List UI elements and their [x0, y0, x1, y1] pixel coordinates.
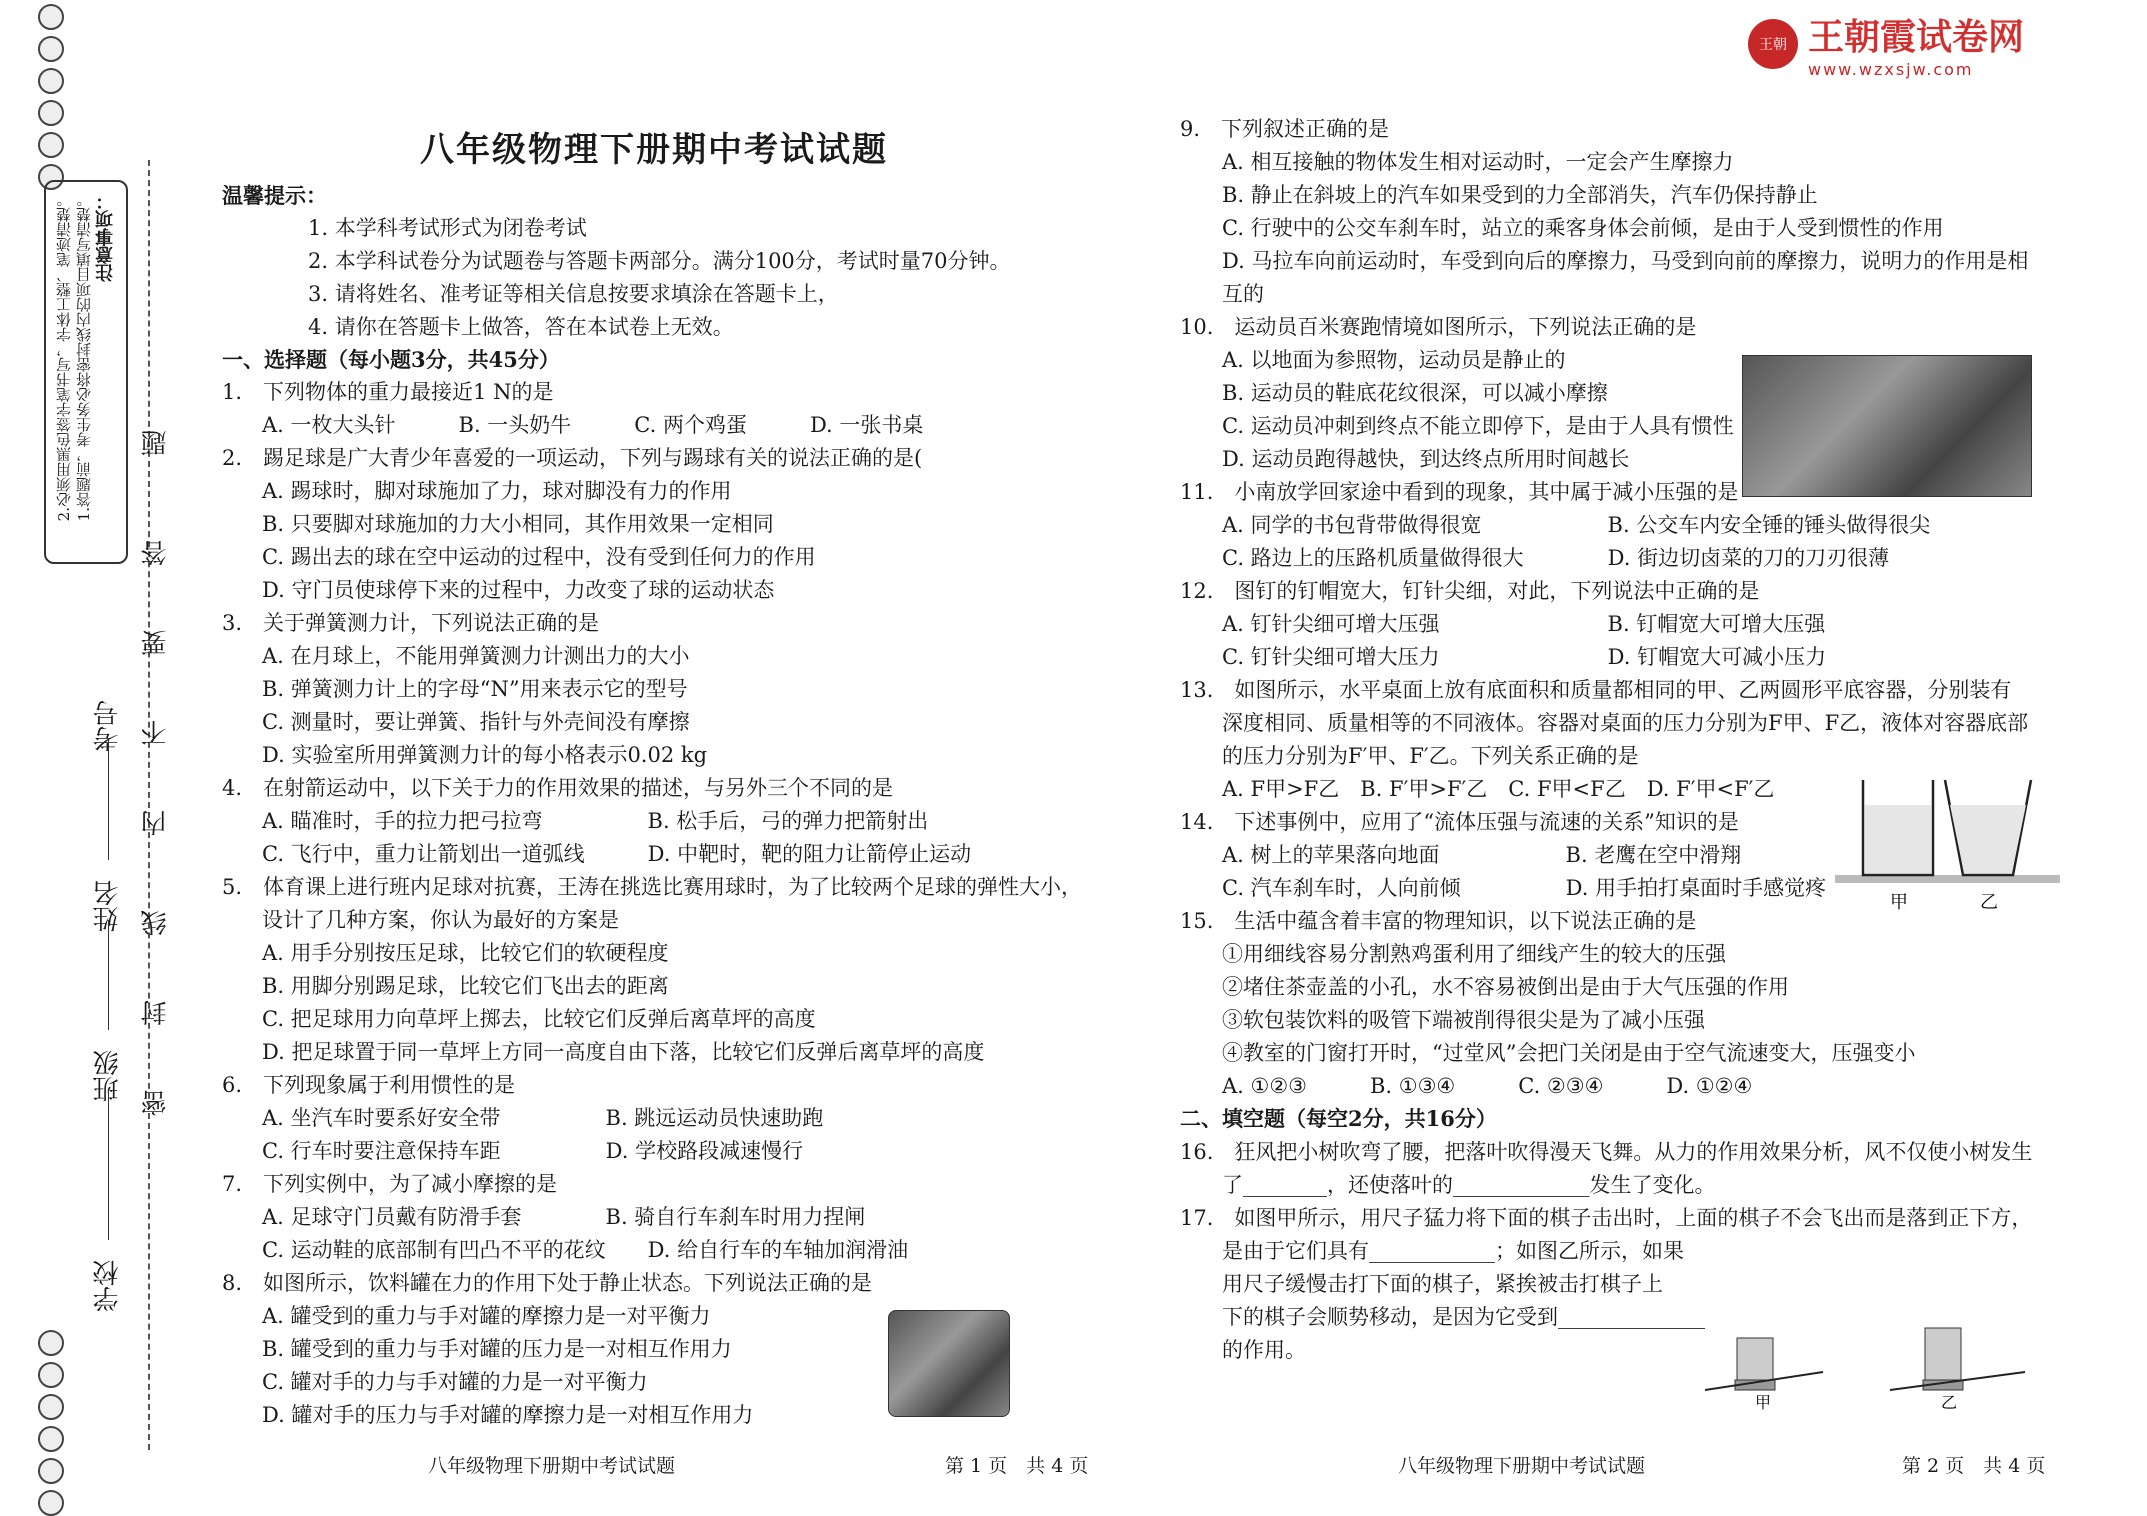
question-line: A. 相互接触的物体发生相对运动时，一定会产生摩擦力 [1222, 150, 1734, 174]
logo-seal-icon: 王朝 [1748, 19, 1798, 69]
question-line: 下的棋子会顺势移动，是因为它受到______________ [1222, 1305, 1705, 1329]
question-stem: 10. 运动员百米赛跑情境如图所示，下列说法正确的是 [1180, 315, 1697, 339]
footer-page-left: 第 1 页 共 4 页 [945, 1455, 1089, 1477]
binding-hole [38, 132, 64, 158]
seal-line [148, 160, 150, 1450]
question-stem: 1. 下列物体的重力最接近1 N的是 [222, 380, 554, 404]
question-stem: 15. 生活中蕴含着丰富的物理知识，以下说法正确的是 [1180, 909, 1697, 933]
tip-2: 2. 本学科试卷分为试题卷与答题卡两部分。满分100分，考试时量70分钟。 [308, 249, 1011, 273]
question-line: C. 运动鞋的底部制有凹凸不平的花纹 D. 给自行车的车轴加润滑油 [262, 1238, 909, 1262]
question-line: 了________，还使落叶的_____________发生了变化。 [1222, 1173, 1716, 1197]
question-line: C. 路边上的压路机质量做得很大 D. 街边切卤菜的刀的刀刃很薄 [1222, 546, 1890, 570]
field-class: 班级 [93, 1050, 123, 1102]
fig17-label-jia: 甲 [1755, 1393, 1772, 1412]
question-line: 设计了几种方案，你认为最好的方案是 [262, 908, 619, 932]
seal-char: 答 [141, 540, 171, 566]
seal-char: 封 [141, 1000, 171, 1026]
seal-char: 线 [141, 910, 171, 936]
question-stem: 6. 下列现象属于利用惯性的是 [222, 1073, 516, 1097]
question-line: C. 行车时要注意保持车距 D. 学校路段减速慢行 [262, 1139, 804, 1163]
question-line: A. 同学的书包背带做得很宽 B. 公交车内安全锤的锤头做得很尖 [1222, 513, 1931, 537]
question-line: A. 树上的苹果落向地面 B. 老鹰在空中滑翔 [1222, 843, 1742, 867]
logo-url: www.wzxsjw.com [1808, 60, 1974, 79]
chess-pieces-figure [1705, 1300, 2040, 1415]
question-stem: 13. 如图所示，水平桌面上放有底面积和质量都相同的甲、乙两圆形平底容器，分别装有 [1180, 678, 2012, 702]
fig13-label-jia: 甲 [1890, 892, 1908, 913]
sprint-race-photo [1742, 355, 2032, 497]
question-stem: 14. 下述事例中，应用了“流体压强与流速的关系”知识的是 [1180, 810, 1739, 834]
question-line: A. 瞄准时，手的拉力把弓拉弯 B. 松手后，弓的弹力把箭射出 [262, 809, 929, 833]
question-line: D. 运动员跑得越快，到达终点所用时间越长 [1222, 447, 1630, 471]
question-line: A. 一枚大头针 B. 一头奶牛 C. 两个鸡蛋 D. 一张书桌 [262, 413, 924, 437]
seal-char: 内 [141, 810, 171, 836]
question-line: B. 只要脚对球施加的力大小相同，其作用效果一定相同 [262, 512, 774, 536]
tip-4: 4. 请你在答题卡上做答，答在本试卷上无效。 [308, 315, 734, 339]
question-line: ①用细线容易分割熟鸡蛋利用了细线产生的较大的压强 [1222, 942, 1726, 966]
binding-hole [38, 68, 64, 94]
question-line: C. 踢出去的球在空中运动的过程中，没有受到任何力的作用 [262, 545, 816, 569]
question-line: D. 实验室所用弹簧测力计的每小格表示0.02 kg [262, 743, 708, 767]
binding-hole [38, 1394, 64, 1420]
question-stem: 11. 小南放学回家途中看到的现象，其中属于减小压强的是 [1180, 480, 1739, 504]
seal-char: 不 [141, 720, 171, 746]
field-line [108, 1090, 109, 1240]
binding-holes-top [38, 4, 64, 190]
piece-stack-yi [1925, 1328, 1961, 1380]
question-line: C. 钉针尖细可增大压力 D. 钉帽宽大可减小压力 [1222, 645, 1827, 669]
field-line [108, 740, 109, 860]
question-line: C. 测量时，要让弹簧、指针与外壳间没有摩擦 [262, 710, 690, 734]
question-stem: 16. 狂风把小树吹弯了腰，把落叶吹得漫天飞舞。从力的作用效果分析，风不仅使小树发生 [1180, 1140, 2033, 1164]
page-title: 八年级物理下册期中考试试题 [420, 130, 888, 170]
footer-title-left: 八年级物理下册期中考试试题 [428, 1455, 676, 1477]
fig17-label-yi: 乙 [1941, 1393, 1958, 1412]
question-line: ③软包装饮料的吸管下端被削得很尖是为了减小压强 [1222, 1008, 1705, 1032]
hand-can-photo [888, 1310, 1010, 1417]
question-stem: 8. 如图所示，饮料罐在力的作用下处于静止状态。下列说法正确的是 [222, 1271, 873, 1295]
notice-box [44, 180, 128, 564]
binding-hole [38, 4, 64, 30]
question-stem: 二、填空题（每空2分，共16分） [1180, 1106, 1497, 1131]
question-line: 的压力分别为F′甲、F′乙。下列关系正确的是 [1222, 744, 1639, 768]
question-line: B. 静止在斜坡上的汽车如果受到的力全部消失，汽车仍保持静止 [1222, 183, 1818, 207]
question-stem: 2. 踢足球是广大青少年喜爱的一项运动，下列与踢球有关的说法正确的是( [222, 446, 923, 470]
question-line: ④教室的门窗打开时，“过堂风”会把门关闭是由于空气流速变大，压强变小 [1222, 1041, 1916, 1065]
binding-hole [38, 1458, 64, 1484]
question-line: D. 把足球置于同一草坪上方同一高度自由下落，比较它们反弹后离草坪的高度 [262, 1040, 985, 1064]
tip-1: 1. 本学科考试形式为闭卷考试 [308, 216, 587, 240]
seal-char: 题 [141, 430, 171, 456]
field-exam-no: 考号 [93, 700, 123, 752]
site-logo [1748, 14, 2058, 79]
binding-hole [38, 36, 64, 62]
piece-stack-jia [1737, 1338, 1773, 1380]
tip-3: 3. 请将姓名、准考证等相关信息按要求填涂在答题卡上， [308, 282, 839, 306]
question-line: A. 踢球时，脚对球施加了力，球对脚没有力的作用 [262, 479, 732, 503]
question-line: A. 罐受到的重力与手对罐的摩擦力是一对平衡力 [262, 1304, 711, 1328]
logo-name: 王朝霞试卷网 [1808, 17, 2025, 58]
question-line: B. 用脚分别踢足球，比较它们飞出去的距离 [262, 974, 669, 998]
question-line: 互的 [1222, 282, 1264, 306]
binding-hole [38, 1330, 64, 1356]
binding-hole [38, 1426, 64, 1452]
field-line [108, 920, 109, 1030]
field-school: 学校 [93, 1260, 123, 1312]
question-line: C. 运动员冲刺到终点不能立即停下，是由于人具有惯性 [1222, 414, 1734, 438]
question-line: D. 守门员使球停下来的过程中，力改变了球的运动状态 [262, 578, 775, 602]
question-line: 深度相同、质量相等的不同液体。容器对桌面的压力分别为F甲、F乙，液体对容器底部 [1222, 711, 2029, 735]
question-stem: 7. 下列实例中，为了减小摩擦的是 [222, 1172, 558, 1196]
question-line: A. 坐汽车时要系好安全带 B. 跳远运动员快速助跑 [262, 1106, 824, 1130]
seal-char: 要 [141, 630, 171, 656]
binding-holes-bottom [38, 1330, 64, 1516]
question-line: B. 罐受到的重力与手对罐的压力是一对相互作用力 [262, 1337, 732, 1361]
binding-strip [0, 0, 170, 1516]
question-line: 用尺子缓慢击打下面的棋子，紧挨被击打棋子上 [1222, 1272, 1663, 1296]
footer-title-right: 八年级物理下册期中考试试题 [1398, 1455, 1646, 1477]
liquid-jia [1865, 805, 1931, 873]
seal-char: 密 [141, 1090, 171, 1116]
question-line: 的作用。 [1222, 1338, 1306, 1362]
question-line: A. ①②③ B. ①③④ C. ②③④ D. ①②④ [1222, 1074, 1753, 1098]
question-stem: 17. 如图甲所示，用尺子猛力将下面的棋子击出时，上面的棋子不会飞出而是落到正下方， [1180, 1206, 2033, 1230]
question-line: C. 汽车刹车时，人向前倾 D. 用手拍打桌面时手感觉疼 [1222, 876, 1827, 900]
binding-hole [38, 1362, 64, 1388]
question-line: D. 罐对手的压力与手对罐的摩擦力是一对相互作用力 [262, 1403, 754, 1427]
containers-figure [1835, 775, 2060, 915]
question-line: C. 罐对手的力与手对罐的力是一对平衡力 [262, 1370, 648, 1394]
question-line: A. 用手分别按压足球，比较它们的软硬程度 [262, 941, 669, 965]
field-name: 姓名 [93, 880, 123, 932]
question-line: A. 足球守门员戴有防滑手套 B. 骑自行车刹车时用力捏闸 [262, 1205, 866, 1229]
question-line: ②堵住茶壶盖的小孔，水不容易被倒出是由于大气压强的作用 [1222, 975, 1789, 999]
notice-line-1: 1.答题前，考生务必将密封线内的项目填写清楚。 [75, 192, 93, 522]
notice-title: 注意事项： [95, 192, 116, 282]
tips-heading: 温馨提示： [222, 183, 327, 208]
question-line: C. 把足球用力向草坪上掷去，比较它们反弹后离草坪的高度 [262, 1007, 816, 1031]
footer-page-right: 第 2 页 共 4 页 [1902, 1455, 2046, 1477]
binding-hole [38, 1490, 64, 1516]
question-stem: 4. 在射箭运动中，以下关于力的作用效果的描述，与另外三个不同的是 [222, 776, 894, 800]
question-stem: 9. 下列叙述正确的是 [1180, 117, 1390, 141]
question-stem: 12. 图钉的钉帽宽大，钉针尖细，对此，下列说法中正确的是 [1180, 579, 1760, 603]
question-stem: 5. 体育课上进行班内足球对抗赛，王涛在挑选比赛用球时，为了比较两个足球的弹性大小， [222, 875, 1083, 899]
question-line: A. 钉针尖细可增大压强 B. 钉帽宽大可增大压强 [1222, 612, 1826, 636]
question-line: D. 马拉车向前运动时，车受到向后的摩擦力，马受到向前的摩擦力，说明力的作用是相 [1222, 249, 2029, 273]
question-line: 是由于它们具有____________；如图乙所示，如果 [1222, 1239, 1684, 1263]
question-line: B. 运动员的鞋底花纹很深，可以减小摩擦 [1222, 381, 1608, 405]
question-line: B. 弹簧测力计上的字母“N”用来表示它的型号 [262, 677, 688, 701]
question-line: C. 行驶中的公交车刹车时，站立的乘客身体会前倾，是由于人受到惯性的作用 [1222, 216, 1944, 240]
question-line: A. 以地面为参照物，运动员是静止的 [1222, 348, 1566, 372]
notice-line-2: 2.必须用黑色签字笔书写，字体工整、笔迹清楚。 [55, 192, 73, 522]
question-line: A. 在月球上，不能用弹簧测力计测出力的大小 [262, 644, 690, 668]
fig13-label-yi: 乙 [1980, 892, 1998, 913]
question-stem: 3. 关于弹簧测力计，下列说法正确的是 [222, 611, 600, 635]
question-line: C. 飞行中，重力让箭划出一道弧线 D. 中靶时，靶的阻力让箭停止运动 [262, 842, 972, 866]
section-1-heading: 一、选择题（每小题3分，共45分） [222, 347, 560, 372]
binding-hole [38, 100, 64, 126]
question-line: A. F甲>F乙 B. F′甲>F′乙 C. F甲<F乙 D. F′甲<F′乙 [1222, 777, 1775, 801]
